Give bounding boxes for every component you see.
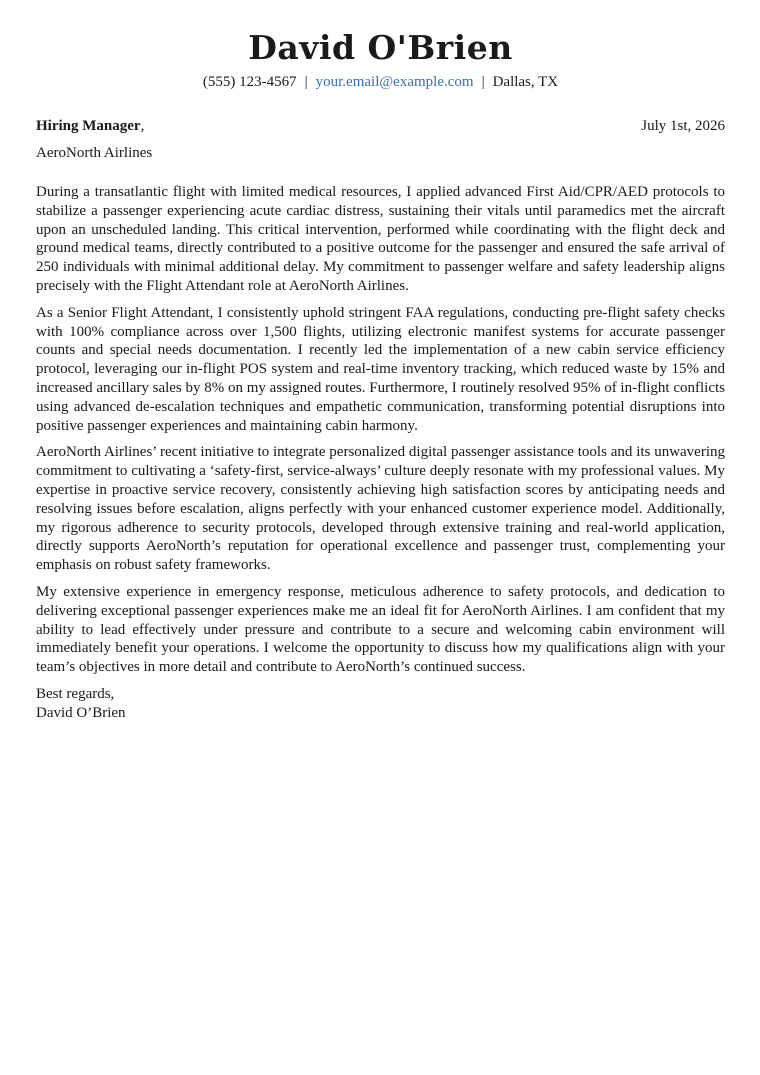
- body-paragraph: During a transatlantic flight with limited medical resources, I applied advanced First Aid/CPR/AED protocols to stabilize a passenger experiencing acute cardiac distress, sustaining their vitals until paramedics met the aircraft upon an unscheduled landing. This critical intervention, performed while coordinating with the flight deck and ground medical teams, directly contributed to a positive outcome for the passenger and ensured the safe arrival of 250 individuals with minimal additional delay. My commitment to passenger welfare and safety leadership aligns precisely with the Flight Attendant role at AeroNorth Airlines.: [36, 184, 725, 294]
- body-paragraph: AeroNorth Airlines’ recent initiative to integrate personalized digital passenger assistance tools and its unwavering commitment to cultivating a ‘safety-first, service-always’ culture deeply resonate with my professional values. My expertise in proactive service recovery, consistently achieving high satisfaction scores by anticipating needs and resolving issues before escalation, aligns perfectly with your enhanced customer experience model. Additionally, my rigorous adherence to security protocols, developed through extensive training and real-world application, directly supports AeroNorth’s reputation for operational excellence and passenger trust, complementing your emphasis on robust safety frameworks.: [36, 444, 725, 574]
- recipient-date-row: [36, 116, 725, 136]
- body-paragraph: As a Senior Flight Attendant, I consistently uphold stringent FAA regulations, conducting pre-flight safety checks with 100% compliance across over 1,500 flights, utilizing electronic manifest systems for accurate passenger counts and special needs documentation. I recently led the implementation of a new cabin service efficiency protocol, leveraging our in-flight POS system and real-time inventory tracking, which reduced waste by 15% and increased ancillary sales by 8% on my assigned routes. Furthermore, I routinely resolved 95% of in-flight conflicts using advanced de-escalation techniques and empathetic communication, transforming potential disruptions into positive passenger experiences and maintaining cabin harmony.: [36, 304, 725, 434]
- contact-line: [36, 72, 725, 92]
- email-link[interactable]: your.email@example.com: [315, 74, 474, 90]
- recipient-company: AeroNorth Airlines: [36, 145, 153, 161]
- cover-letter-page: [36, 26, 725, 723]
- location: Dallas, TX: [492, 74, 559, 90]
- phone-number: (555) 123-4567: [202, 74, 297, 90]
- recipient-title-suffix: ,: [140, 118, 145, 134]
- contact-separator: |: [481, 74, 485, 90]
- letter-closing: [36, 685, 725, 723]
- body-paragraph: My extensive experience in emergency response, meticulous adherence to safety protocols, and dedication to delivering exceptional passenger experiences make me an ideal fit for AeroNorth Airlines. I am confident that my ability to lead effectively under pressure and contribute to a secure and welcoming cabin environment will immediately benefit your operations. I welcome the opportunity to discuss how my qualifications align with your team’s objectives in more detail and contribute to AeroNorth’s continued success.: [36, 583, 725, 676]
- closing-signature: David O’Brien: [36, 704, 126, 721]
- contact-separator: |: [304, 74, 308, 90]
- recipient-line: [36, 116, 144, 136]
- letter-date: July 1st, 2026: [641, 118, 725, 134]
- closing-salutation: Best regards,: [36, 685, 115, 702]
- recipient-title: Hiring Manager: [36, 118, 141, 134]
- applicant-name: David O'Brien: [248, 28, 513, 67]
- letter-body: [36, 183, 725, 677]
